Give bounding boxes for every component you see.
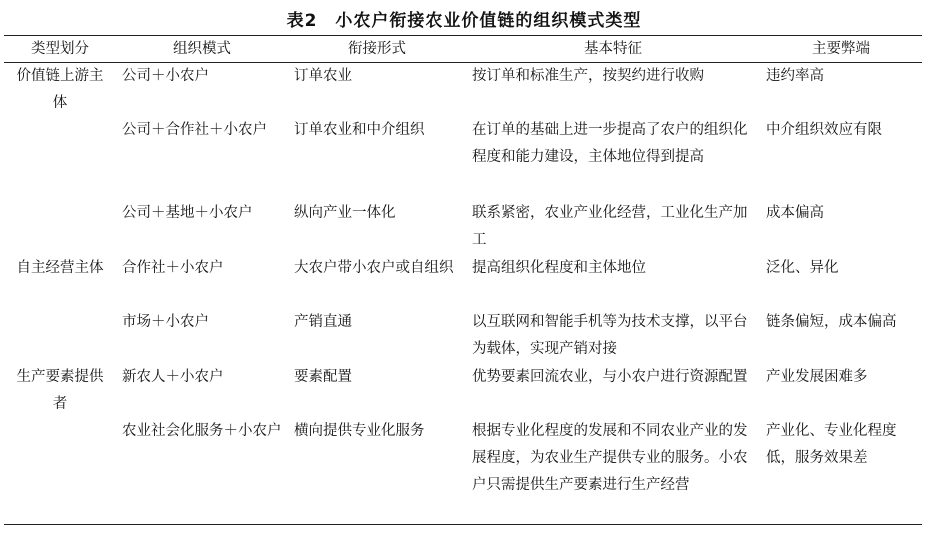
cell-mode: 新农人＋小农户	[122, 369, 224, 385]
cell-type	[4, 200, 116, 255]
cell-form: 横向提供专业化服务	[294, 423, 425, 439]
cell-mode: 市场＋小农户	[122, 314, 209, 330]
cell-form: 订单农业	[294, 68, 352, 84]
cell-feature: 优势要素回流农业，与小农户进行资源配置	[472, 369, 748, 385]
cell-type	[4, 309, 116, 364]
table-row	[4, 309, 922, 364]
header-form: 衔接形式	[348, 41, 406, 57]
cell-type	[4, 117, 116, 200]
cell-type: 自主经营主体	[16, 260, 104, 276]
table-row	[4, 117, 922, 200]
cell-type: 价值链上游主体	[16, 68, 104, 111]
header-drawback: 主要弊端	[812, 41, 870, 57]
cell-drawback: 产业化、专业化程度低，服务效果差	[766, 423, 897, 466]
cell-type: 生产要素提供者	[16, 369, 104, 412]
cell-mode: 合作社＋小农户	[122, 260, 224, 276]
header-type: 类型划分	[31, 41, 89, 57]
cell-form: 要素配置	[294, 369, 352, 385]
cell-feature: 以互联网和智能手机等为技术支撑，以平台为载体，实现产销对接	[472, 314, 748, 357]
cell-mode: 公司＋合作社＋小农户	[122, 122, 267, 138]
cell-drawback: 违约率高	[766, 68, 824, 84]
header-mode: 组织模式	[173, 41, 231, 57]
cell-drawback: 成本偏高	[766, 205, 824, 221]
cell-form: 纵向产业一体化	[294, 205, 396, 221]
header-feature: 基本特征	[584, 41, 642, 57]
cell-drawback: 泛化、异化	[766, 260, 839, 276]
table-caption: 表2 小农户衔接农业价值链的组织模式类型	[286, 11, 642, 31]
cell-feature: 联系紧密，农业产业化经营，工业化生产加工	[472, 205, 748, 248]
cell-drawback: 中介组织效应有限	[766, 122, 882, 138]
table-row	[4, 418, 922, 525]
table-row	[4, 63, 922, 118]
cell-mode: 公司＋小农户	[122, 68, 209, 84]
cell-mode: 公司＋基地＋小农户	[122, 205, 253, 221]
cell-drawback: 产业发展困难多	[766, 369, 868, 385]
cell-feature: 根据专业化程度的发展和不同农业产业的发展程度，为农业生产提供专业的服务。小农户只需提供生产要素进行生产经营	[472, 423, 748, 493]
cell-mode: 农业社会化服务＋小农户	[122, 423, 282, 439]
cell-feature: 按订单和标准生产，按契约进行收购	[472, 68, 704, 84]
cell-form: 大农户带小农户或自组织	[294, 260, 454, 276]
cell-type	[4, 418, 116, 525]
cell-form: 订单农业和中介组织	[294, 122, 425, 138]
cell-feature: 提高组织化程度和主体地位	[472, 260, 646, 276]
cell-feature: 在订单的基础上进一步提高了农户的组织化程度和能力建设，主体地位得到提高	[472, 122, 748, 165]
table-row	[4, 255, 922, 309]
organization-mode-table	[4, 35, 922, 525]
cell-drawback: 链条偏短，成本偏高	[766, 314, 897, 330]
table-header-row	[4, 36, 922, 63]
table-row	[4, 364, 922, 418]
table-row	[4, 200, 922, 255]
cell-form: 产销直通	[294, 314, 352, 330]
